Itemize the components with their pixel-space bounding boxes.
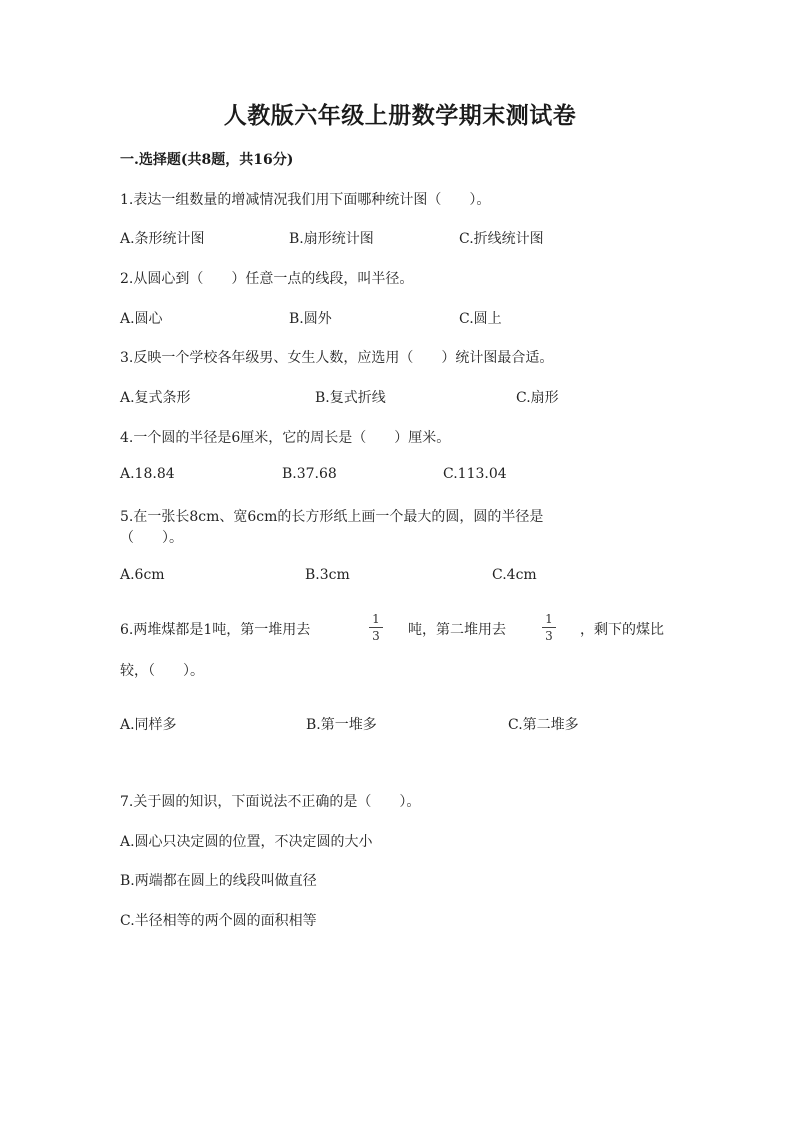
question-7-option-b: B.两端都在圆上的线段叫做直径 [120,873,317,889]
question-6-text-part-2: 吨，第二堆用去 [408,622,506,638]
question-4-option-b: B.37.68 [282,466,337,482]
question-3-option-c: C.扇形 [516,390,559,406]
question-6-text-part-1: 6.两堆煤都是1吨，第一堆用去 [120,622,311,638]
fraction-bar [542,627,556,628]
question-5-text-line-1: 5.在一张长8cm、宽6cm的长方形纸上画一个最大的圆，圆的半径是 [120,509,544,525]
question-1-option-c: C.折线统计图 [459,231,544,247]
question-7-text: 7.关于圆的知识，下面说法不正确的是（ ）。 [120,794,421,810]
question-2-text: 2.从圆心到（ ）任意一点的线段，叫半径。 [120,271,414,287]
question-3-option-a: A.复式条形 [120,390,191,406]
question-4-text: 4.一个圆的半径是6厘米，它的周长是（ ）厘米。 [120,430,451,446]
question-7-option-a: A.圆心只决定圆的位置，不决定圆的大小 [120,834,373,850]
question-6-option-c: C.第二堆多 [508,717,579,733]
question-6-option-b: B.第一堆多 [306,717,377,733]
question-5-option-b: B.3cm [305,567,350,583]
question-5-option-a: A.6cm [120,567,165,583]
question-6-text-line-2: 较，（ ）。 [120,663,204,679]
fraction-bar [369,627,383,628]
question-7-option-c: C.半径相等的两个圆的面积相等 [120,913,317,929]
fraction-denominator: 3 [372,629,380,643]
question-5-option-c: C.4cm [492,567,537,583]
section-heading-multiple-choice: 一.选择题(共8题，共16分) [120,152,294,168]
question-5-text-line-2: （ ）。 [120,530,183,546]
question-6-text-part-3: ，剩下的煤比 [580,622,664,638]
fraction-one-third-first [369,612,383,643]
question-3-text: 3.反映一个学校各年级男、女生人数，应选用（ ）统计图最合适。 [120,350,554,366]
question-4-option-c: C.113.04 [443,466,507,482]
question-2-option-a: A.圆心 [120,311,163,327]
fraction-one-third-second [542,612,556,643]
question-2-option-b: B.圆外 [289,311,332,327]
page-title: 人教版六年级上册数学期末测试卷 [223,102,577,129]
fraction-numerator: 1 [545,612,553,626]
fraction-denominator: 3 [545,629,553,643]
question-2-option-c: C.圆上 [459,311,502,327]
fraction-numerator: 1 [372,612,380,626]
question-1-text: 1.表达一组数量的增减情况我们用下面哪种统计图（ ）。 [120,192,491,208]
question-1-option-a: A.条形统计图 [120,231,205,247]
question-1-option-b: B.扇形统计图 [289,231,374,247]
question-6-option-a: A.同样多 [120,717,177,733]
question-4-option-a: A.18.84 [120,466,175,482]
question-3-option-b: B.复式折线 [315,390,386,406]
